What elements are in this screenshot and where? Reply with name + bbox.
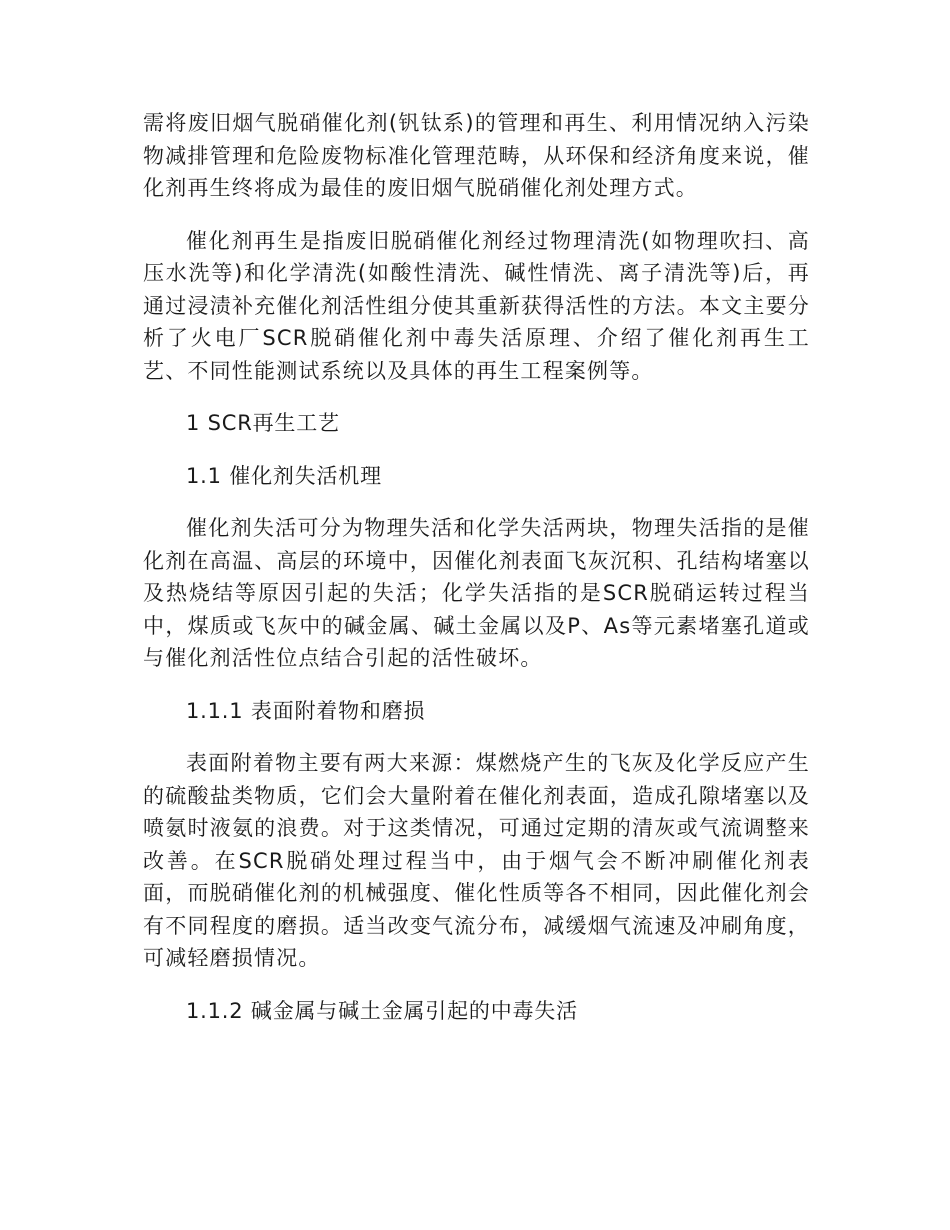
body-paragraph: 需将废旧烟气脱硝催化剂(钒钛系)的管理和再生、利用情况纳入污染物减排管理和危险废物标准化管理范畴，从环保和经济角度来说，催化剂再生终将成为最佳的废旧烟气脱硝催化剂处理方式。 xyxy=(143,111,810,200)
subsubsection-heading: 1.1.2 碱金属与碱土金属引起的中毒失活 xyxy=(186,998,578,1023)
subsection-heading: 1.1 催化剂失活机理 xyxy=(186,463,382,488)
section-heading: 1 SCR再生工艺 xyxy=(186,411,340,435)
body-paragraph: 表面附着物主要有两大来源：煤燃烧产生的飞灰及化学反应产生的硫酸盐类物质，它们会大量附着在催化剂表面，造成孔隙堵塞以及喷氨时液氨的浪费。对于这类情况，可通过定期的清灰或气流调整来改善。在SCR脱硝处理过程当中，由于烟气会不断冲刷催化剂表面，而脱硝催化剂的机械强度、催化性质等各不相同，因此催化剂会有不同程度的磨损。适当改变气流分布，减缓烟气流速及冲刷角度，可减轻磨损情况。 xyxy=(143,751,810,970)
body-paragraph: 催化剂再生是指废旧脱硝催化剂经过物理清洗(如物理吹扫、高压水洗等)和化学清洗(如酸性清洗、碱性情洗、离子清洗等)后，再通过浸渍补充催化剂活性组分使其重新获得活性的方法。本文主要分析了火电厂SCR脱硝催化剂中毒失活原理、介绍了催化剂再生工艺、不同性能测试系统以及具体的再生工程案例等。 xyxy=(143,228,810,383)
subsubsection-heading: 1.1.1 表面附着物和磨损 xyxy=(186,698,426,723)
body-paragraph: 催化剂失活可分为物理失活和化学失活两块，物理失活指的是催化剂在高温、高层的环境中，因催化剂表面飞灰沉积、孔结构堵塞以及热烧结等原因引起的失活；化学失活指的是SCR脱硝运转过程当中，煤质或飞灰中的碱金属、碱土金属以及P、As等元素堵塞孔道或与催化剂活性位点结合引起的活性破坏。 xyxy=(143,516,810,670)
